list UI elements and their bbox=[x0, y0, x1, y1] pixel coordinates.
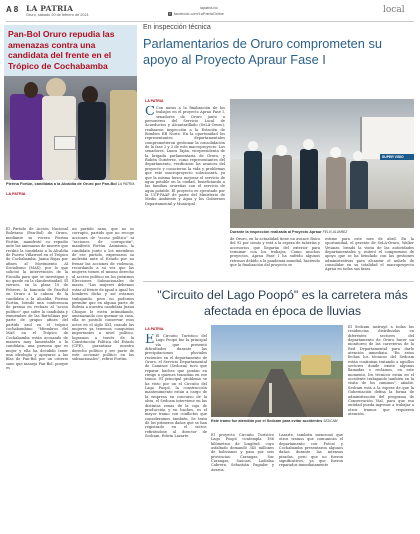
top-story-dropcap: C bbox=[145, 106, 155, 119]
left-story-headline: Pan-Bol Oruro repudia las amenazas contra una candidata del frente en el Trópico de Cochabamba bbox=[4, 25, 137, 76]
bottom-story-headline: "Circuito del Lago Poopó" es la carretera más afectada en época de lluvias bbox=[157, 288, 408, 318]
facebook-icon: f bbox=[169, 12, 171, 16]
left-story-photo bbox=[4, 76, 137, 180]
dateline: Oruro, sábado 20 de febrero de 2021 bbox=[26, 13, 89, 17]
top-story-headline: Parlamentarios de Oruro comprometen su apoyo al Proyecto Apraur Fase I bbox=[143, 36, 382, 67]
top-story-photo bbox=[230, 99, 414, 228]
bottom-story-dropcap: E bbox=[145, 334, 155, 347]
left-story-col-2: un partido sano, que no es corrupto, partido que no recoge acciones de "acoso político" ni "acciones de corrupción", manifestó Fortún. Asimismo, la candidata junto a los miembros de ese partido, expresaron su molestia ante el Estado por no frenar las acciones de violencia, recordando a su vez que las mujeres tienen el mismo derecho al acceso político en los próximos Elecciones Subnacionales de marzo. "Las mujeres debemos estar al frente de igual a igual los hombres dicho y así estamos trabajando, pero no podemos permitir que en alguna parte de Bolivia a nuestra candidata Juana Choque le estén intimidando, amenazando con quemar su casa, ella se postuló conservar esos actos en el siglo XXI, cuando las mujeres ya tenemos conquistas importantes a nivel político, logramos a través de la Constitución Política del Estado (CPE), garantizar nuestro derecho político y ser parte de este accionar político en las subnacionales", refirió Fortún. bbox=[72, 227, 134, 362]
facebook-url: facebook.com/LaPatriaOnline bbox=[174, 12, 224, 16]
bottom-story-photo-caption: Este tramo fue atendido por el Sedcam para evitar accidentes SEDCAM bbox=[211, 419, 338, 423]
left-story bbox=[4, 25, 137, 530]
story-divider bbox=[143, 281, 414, 282]
section-label: local bbox=[383, 5, 405, 15]
bottom-story-col-3: Lazarte, también mencionó que otros tramos que comunican el departamento con Potosí y Cochabamba presentaron algunos daños durante las intensas pisadas, pero que no fueron significativos, ya que fueron reparados inmediatamente bbox=[279, 433, 343, 468]
bottom-story-col-1: E El Circuito Turístico del Lago Poopó fue la principal vía que presentó dificultades durante las precipitaciones pluviales recientes en el departamento de Oruro, el Servicio Departamental de Caminos (Sedcam) tuvo que reparar baches que ponían en riesgo a quienes transitan en ese tramo. El principal problema se ha visto por un el Circuito del Lago Poopó, la construcción mantenimiento están a cargo de la empresa en concurso de la obra, el Sedcam interviene en las distintas zonas de la caja de producción y en baches, es el mayor tramo con conflictos que consideramos también. Se trata de los primeros daños que se han registrado en el sector, refiriéndose al director de Sedcam, Edwin Lazarte. bbox=[145, 334, 207, 438]
facebook-link[interactable] bbox=[168, 12, 224, 16]
bottom-story-byline: LA PATRIA bbox=[145, 327, 164, 331]
top-story-byline: LA PATRIA bbox=[145, 99, 164, 103]
page-number: A 8 bbox=[6, 5, 19, 14]
header-rule bbox=[6, 21, 414, 22]
top-story-photo-caption: Durante la inspección realizada al Proyecto Apraur FELIX ALVAREZ bbox=[230, 230, 348, 234]
website[interactable]: lapatria.bo bbox=[200, 6, 218, 10]
top-story-col-1: C Con miras a la finalización de los trabajos en el proyecto Aprau Fase I, senadores de Oruro junto a personeros del Servicio Local de Acueductos y Alcantarillado (SeLA-Oruro), realizaron inspección a la Estación de Bombeo EB Norte. En la oportunidad los representantes departamentales comprometieron gestionar la consolidación de la fase 2 y 3 de este macroproyecto. Los senadores, Laura Taján, vicepresidenta de la brigada parlamentaria de Oruro, y Rubén Gutiérrez, como representantes del departamento, verificaron los avances del proyecto y conocieron la vida y problemas que este macroproyecto solucionará, ya que la misma busca mejorar el servicio de agua potable en la ciudad, beneficiando a las familias orureñas con el servicio de agua potable. El proyecto es ejecutado por la UCP-PAAP de parte del Ministerio de Medio Ambiente y Agua y los Gobiernos Departamental y Municipal bbox=[145, 106, 225, 206]
bottom-story-col-4: El Sedcam instruyó a todas las residencias distribuidas en diferentes sectores del departamento de Oruro hacer un monitoreo de las carreteras de la Red Departamental para darle atención inmediata. "En estos fechas los técnicos del Sedcam están continúan tratando a aguillos sectores donde existe algunas llamadas o reclamos, en este momento, los técnicos están en el occidente trabajando también en la visita de los caminos", añadió. Sedcam está a la espera de que la Gobernación defina la forma de administración del programa de Conservación Vial, para que esa entidad pueda ingresar a trabajar a otros tramos que requieren atención. bbox=[348, 325, 414, 416]
left-story-caption: Pierina Fortún, candidata a la Alcaldía de Oruro por Pan-Bol LA PATRIA bbox=[6, 181, 135, 187]
left-story-byline: LA PATRIA bbox=[6, 191, 26, 196]
top-story-photo-sign: SUPER VISIO bbox=[380, 154, 414, 160]
top-story-col-2: de Oruro, en la actualidad tiene un avance físico del 92 por ciento y está a la espera de tuberías y accesorios que llegarán del exterior para terminar con los trabajos. Como muchos proyectos, Aprau Fase I ha sufrido algunos retrasos debido a la pandemia mundial, haciendo que la finalización del proyecto se bbox=[230, 237, 320, 268]
top-story-col-3: estime para este mes de abril. En la oportunidad, el gerente de SeLA-Oruro, Walter Vetanzo, brindó la visita de las autoridades departamentales y, reiteró el compromiso de apoyo que se ha brindado con las gestiones administrativas para alcanzar el anhelo de consolidar en su totalidad el macroproyecto Aprau en todas sus fases. bbox=[325, 237, 414, 272]
top-story-kicker: En inspección técnica bbox=[143, 24, 211, 31]
bottom-story-col-2: El proyecto Circuito Turístico Lago Poopó contempla 186 kilómetros de longitud, cuyo asfaltado demandó 345 millones de bolivianos y pasa por seis provincias: Carangas, Sur Carangas, Saucarí, Ladislao Cabrera, Sebastián Pagador y Avaroa. bbox=[211, 433, 274, 472]
bottom-story-photo bbox=[211, 325, 343, 417]
paper-name: LA PATRIA bbox=[26, 4, 74, 13]
left-story-col-1: El Partido de Acción Nacional Boliviano (Pan-Bol) de Oruro, mediante su vocera Pierina Fortún, manifestó su repudio ante las amenazas de muerte que recibió la candidata a la Alcaldía de Puerto Villarroel en el Trópico de Cochabamba, Juana Rojas por afines al Movimiento Al Socialismo (MAS), por lo que solicitó la intervención de la Fiscalía para que se investigue y no quede en la clandestinidad. El viernes, en la plaza 10 de Febrero, la bancada de Pan-Bol en Oruro a la cabeza de la candidata a la Alcaldía, Pierina Fortún, brindó una conferencia de prensa en rechazo al "acoso político" que sufre la candidata y exmiembro de las Bartolinas por parte de grupos afines del partido azul en el trópico cochabambino. "Miembros del MAS en el Trópico de Cochabamba están acosando de manera muy lamentable a la candidata, una persona que es mujer y ella ha decidido tener una ideología y apoyarse a las filas de Pan-Bol por un criterio sano que maneja Pan-Bol, porque es bbox=[6, 227, 68, 370]
